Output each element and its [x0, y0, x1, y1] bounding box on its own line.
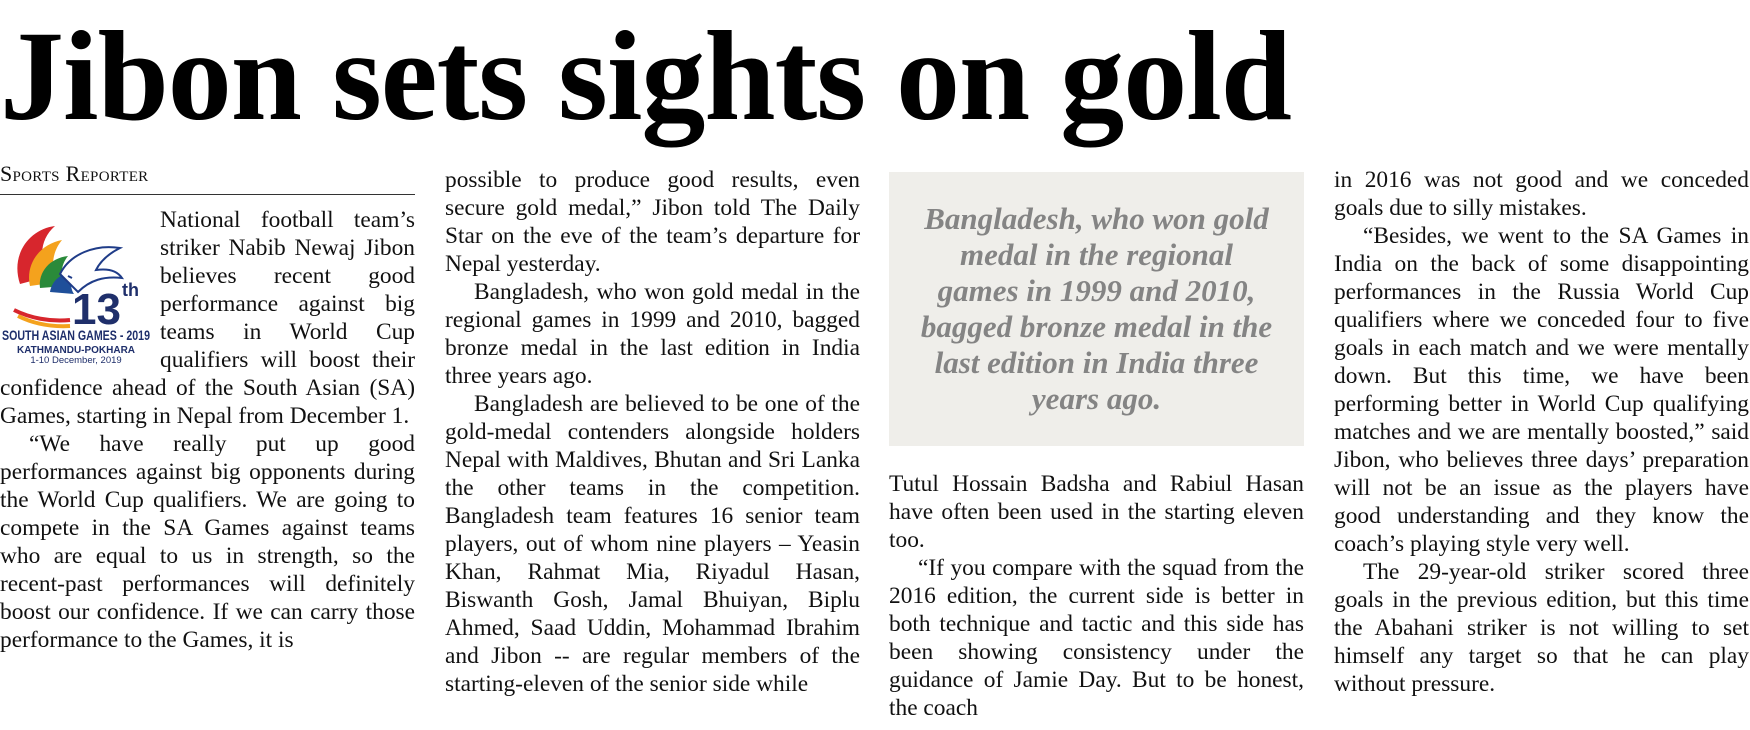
south-asian-games-logo	[0, 214, 152, 364]
article-column-2	[445, 166, 860, 698]
article-column-4	[1334, 166, 1749, 698]
article-column-1	[0, 206, 415, 654]
article-column-3	[889, 470, 1304, 722]
paragraph: in 2016 was not good and we conceded goals due to silly mistakes.	[1334, 167, 1749, 221]
logo-number: 13	[72, 285, 121, 334]
paragraph: “If you compare with the squad from the 2016 edition, the current side is better in both technique and tactic and this side has been showing consistency under the guidance of Jamie Day. But to be honest, the coach	[889, 555, 1304, 721]
paragraph: possible to produce good results, even secure gold medal,” Jibon told The Daily Star on the eve of the team’s departure for Nepal yesterday.	[445, 167, 860, 277]
byline	[0, 160, 415, 195]
pull-quote-box	[889, 172, 1304, 446]
logo-superscript: th	[122, 280, 139, 300]
paragraph: National football team’s striker Nabib Newaj Jibon believes recent good performance against big teams in World Cup qualifiers will boost their confidence ahead of the South Asian (SA) Games, starting in Nepal from December 1.	[0, 207, 415, 429]
paragraph: “We have really put up good performances against big opponents during the World Cup qualifiers. We are going to compete in the SA Games against teams who are equal to us in strength, so the recent-past performances will definitely boost our confidence. If we can carry those performance to the Games, it is	[0, 431, 415, 653]
paragraph: “Besides, we went to the SA Games in India on the back of some disappointing performances in the Russia World Cup qualifiers where we conceded four to five goals in each match and we were mentally down. But this time, we have been performing better in World Cup qualifying matches and we are mentally boosted,” said Jibon, who believes three days’ preparation will not be an issue as the players have good understanding and they know the coach’s playing style very well.	[1334, 223, 1749, 557]
logo-dates: 1-10 December, 2019	[30, 355, 122, 366]
byline-text: Sports Reporter	[0, 161, 149, 186]
paragraph: Bangladesh are believed to be one of the gold-medal contenders alongside holders Nepal with Maldives, Bhutan and Sri Lanka the other teams in the competition. Bangladesh team features 16 senior team players, out of whom nine players – Yeasin Khan, Rahmat Mia, Riyadul Hasan, Biswanth Gosh, Jamal Bhuiyan, Biplu Ahmed, Saad Uddin, Mohammad Ibrahim and Jibon -- are regular members of the starting-eleven of the senior side while	[445, 391, 860, 697]
headline: Jibon sets sights on gold	[0, 5, 1291, 147]
pull-quote-text: Bangladesh, who won gold medal in the regional games in 1999 and 2010, bagged bronze medal in the last edition in India three years ago.	[920, 201, 1273, 416]
logo-name: SOUTH ASIAN GAMES - 2019	[2, 328, 150, 343]
logo-location: KATHMANDU-POKHARA	[17, 344, 136, 356]
paragraph: The 29-year-old striker scored three goals in the previous edition, but this time the Abahani striker is not willing to set himself any target so that he can play without pressure.	[1334, 559, 1749, 697]
paragraph: Bangladesh, who won gold medal in the regional games in 1999 and 2010, bagged bronze medal in the last edition in India three years ago.	[445, 279, 860, 389]
paragraph: Tutul Hossain Badsha and Rabiul Hasan have often been used in the starting eleven too.	[889, 471, 1304, 553]
